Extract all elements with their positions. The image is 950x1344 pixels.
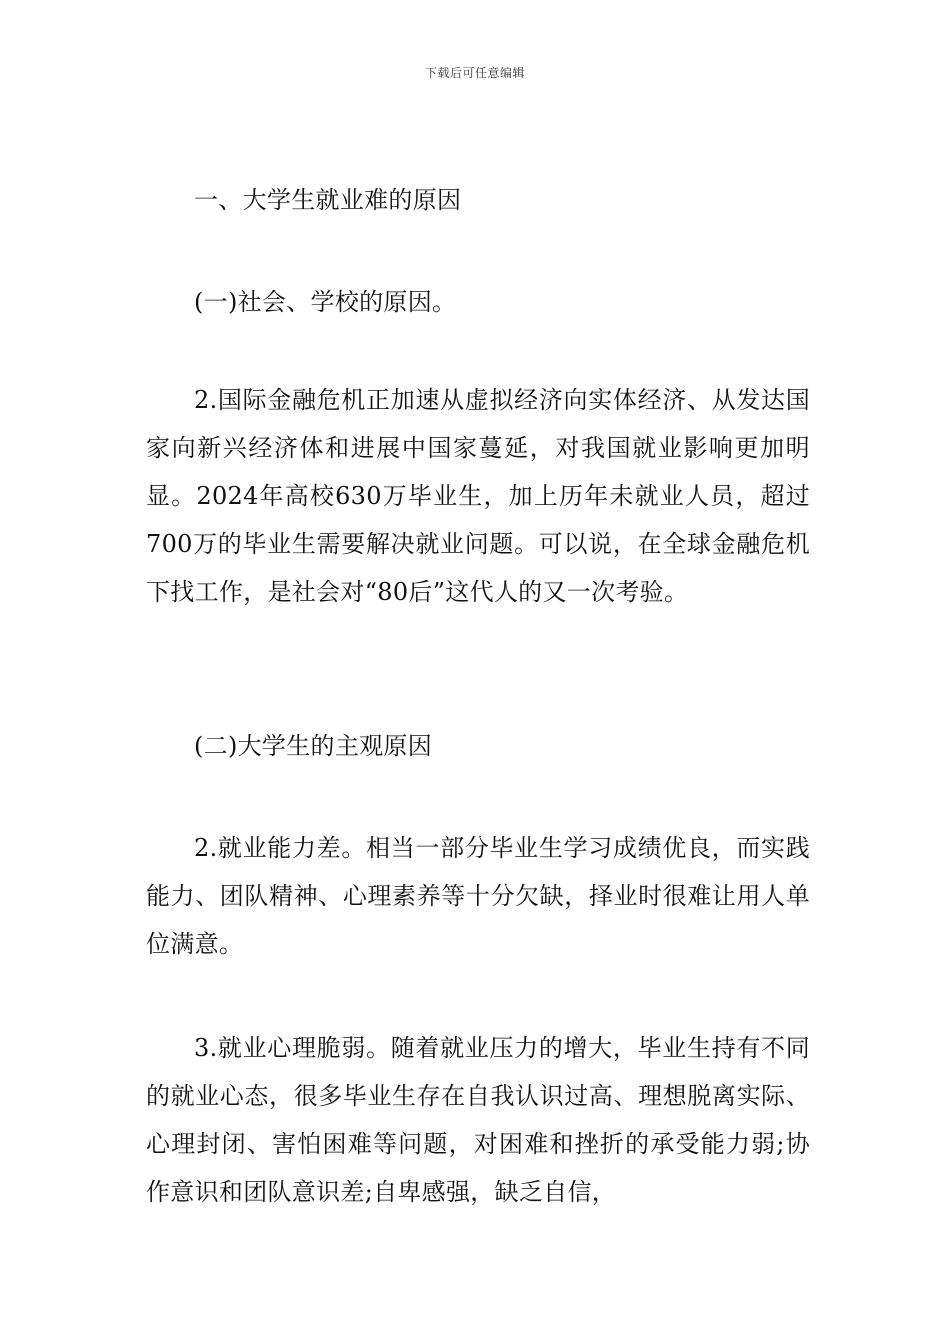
- section-heading-text: 一、大学生就业难的原因: [194, 186, 462, 214]
- subsection-heading-2: [146, 722, 810, 770]
- paragraph-3-text: 3.就业心理脆弱。随着就业压力的增大，毕业生持有不同的就业心态，很多毕业生存在自我认识过高、理想脱离实际、心理封闭、害怕困难等问题，对困难和挫折的承受能力弱;协作意识和团队意识差;自卑感强，缺乏自信，: [146, 1034, 810, 1206]
- paragraph-3: [146, 1024, 810, 1216]
- subsection-heading-1-text: (一)社会、学校的原因。: [194, 288, 457, 316]
- subsection-heading-2-text: (二)大学生的主观原因: [194, 732, 433, 760]
- section-heading: [146, 176, 810, 224]
- paragraph-2: [146, 824, 810, 968]
- paragraph-1: [146, 376, 810, 616]
- subsection-heading-1: [146, 278, 810, 326]
- paragraph-1-text: 2.国际金融危机正加速从虚拟经济向实体经济、从发达国家向新兴经济体和进展中国家蔓延，对我国就业影响更加明显。2024年高校630万毕业生，加上历年未就业人员，超过700万的毕业生需要解决就业问题。可以说，在全球金融危机下找工作，是社会对“80后”这代人的又一次考验。: [146, 386, 810, 606]
- paragraph-2-text: 2.就业能力差。相当一部分毕业生学习成绩优良，而实践能力、团队精神、心理素养等十分欠缺，择业时很难让用人单位满意。: [146, 834, 810, 958]
- header-note: 下载后可任意编辑: [424, 66, 525, 80]
